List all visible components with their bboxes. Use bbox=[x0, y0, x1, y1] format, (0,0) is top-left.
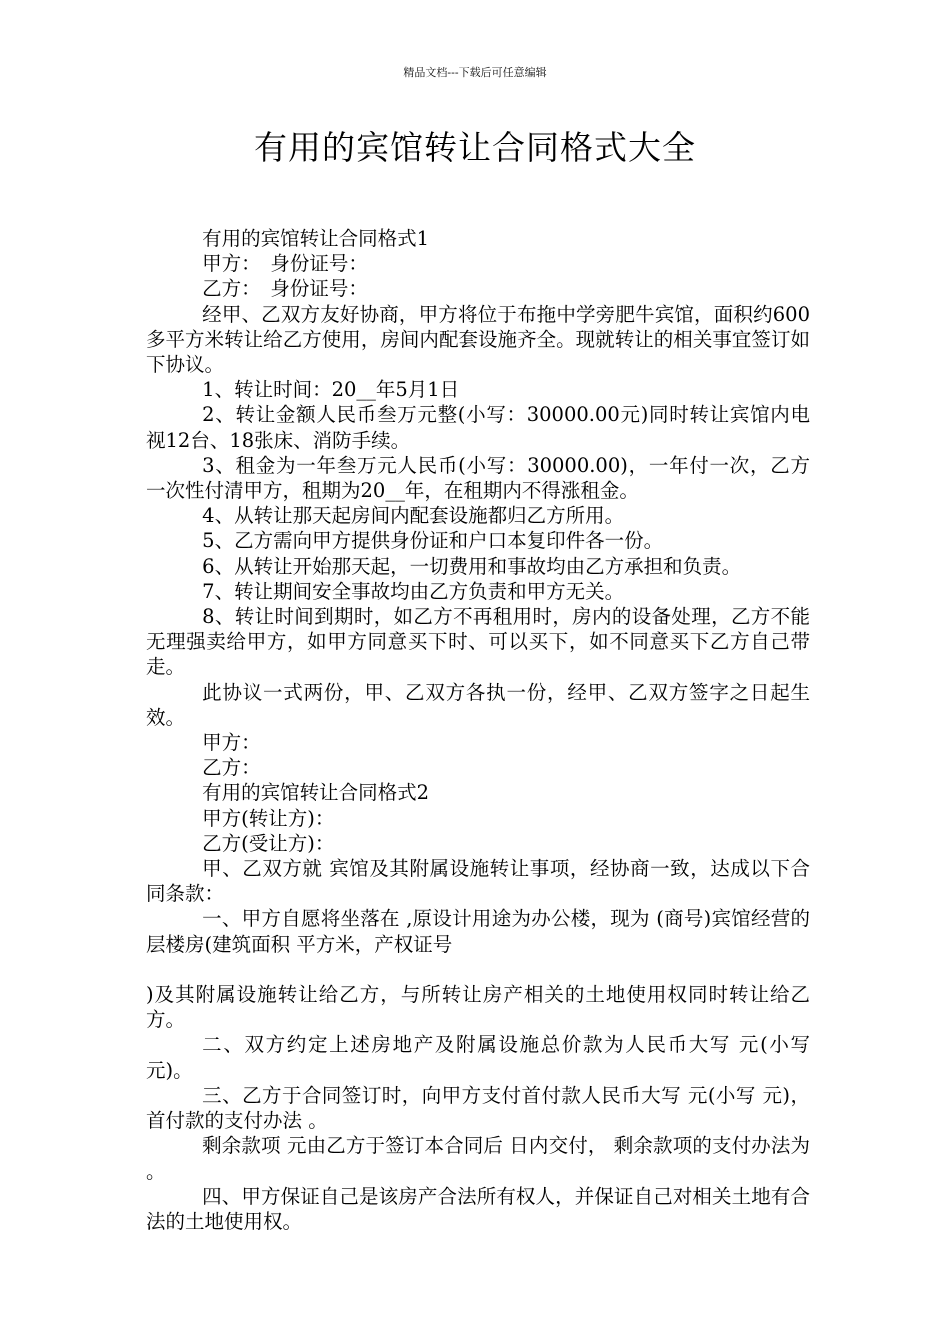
blank-line bbox=[146, 957, 810, 982]
agreement-intro: 甲、乙双方就 宾馆及其附属设施转让事项，经协商一致，达成以下合同条款： bbox=[146, 857, 810, 906]
clause-5: 5、乙方需向甲方提供身份证和户口本复印件各一份。 bbox=[202, 529, 664, 553]
clause-8: 8、转让时间到期时，如乙方不再租用时，房内的设备处理，乙方不能无理强卖给甲方，如甲方同意买下时、可以买下，如不同意买下乙方自己带走。 bbox=[146, 605, 810, 679]
article-1-continued: )及其附属设施转让给乙方，与所转让房产相关的土地使用权同时转让给乙方。 bbox=[146, 983, 810, 1032]
party-b-signature-line: 乙方： bbox=[202, 756, 261, 780]
transferee-line: 乙方(受让方)： bbox=[202, 831, 335, 855]
section-heading-1: 有用的宾馆转让合同格式1 bbox=[202, 227, 430, 250]
document-title: 有用的宾馆转让合同格式大全 bbox=[254, 128, 696, 167]
effect-paragraph: 此协议一式两份，甲、乙双方各执一份，经甲、乙双方签字之日起生效。 bbox=[146, 680, 810, 729]
article-4: 四、甲方保证自己是该房产合法所有权人，并保证自己对相关土地有合法的土地使用权。 bbox=[146, 1184, 810, 1233]
article-3: 三、乙方于合同签订时，向甲方支付首付款人民币大写 元(小写 元)，首付款的支付办法 。 bbox=[146, 1083, 810, 1133]
remaining-payment: 剩余款项 元由乙方于签订本合同后 日内交付， 剩余款项的支付办法为 。 bbox=[146, 1134, 810, 1183]
article-1: 一、甲方自愿将坐落在 ,原设计用途为办公楼，现为 (商号)宾馆经营的 层楼房(建筑面积 平方米，产权证号 bbox=[146, 907, 810, 956]
article-2: 二、双方约定上述房地产及附属设施总价款为人民币大写 元(小写 元)。 bbox=[146, 1033, 810, 1082]
clause-3: 3、租金为一年叁万元人民币(小写：30000.00)，一年付一次，乙方一次性付清甲方，租期为20__年，在租期内不得涨租金。 bbox=[146, 453, 810, 503]
transferor-line: 甲方(转让方)： bbox=[202, 806, 335, 830]
intro-paragraph: 经甲、乙双方友好协商，甲方将位于布拖中学旁肥牛宾馆，面积约600多平方米转让给乙方使用，房间内配套设施齐全。现就转让的相关事宜签订如下协议。 bbox=[146, 302, 810, 377]
party-a-id-line: 甲方： 身份证号： bbox=[202, 252, 368, 276]
clause-7: 7、转让期间安全事故均由乙方负责和甲方无关。 bbox=[202, 579, 625, 603]
document-body bbox=[146, 226, 810, 1234]
clause-6: 6、从转让开始那天起，一切费用和事故均由乙方承担和负责。 bbox=[202, 554, 742, 578]
party-a-signature-line: 甲方： bbox=[202, 731, 261, 755]
section-heading-2: 有用的宾馆转让合同格式2 bbox=[202, 781, 430, 805]
clause-1: 1、转让时间：20__年5月1日 bbox=[202, 378, 460, 402]
clause-2: 2、转让金额人民币叁万元整(小写：30000.00元)同时转让宾馆内电视12台、18张床、消防手续。 bbox=[146, 403, 810, 452]
header-note: 精品文档---下载后可任意编辑 bbox=[403, 66, 547, 79]
clause-4: 4、从转让那天起房间内配套设施都归乙方所用。 bbox=[202, 504, 625, 528]
party-b-id-line: 乙方： 身份证号： bbox=[202, 277, 368, 301]
